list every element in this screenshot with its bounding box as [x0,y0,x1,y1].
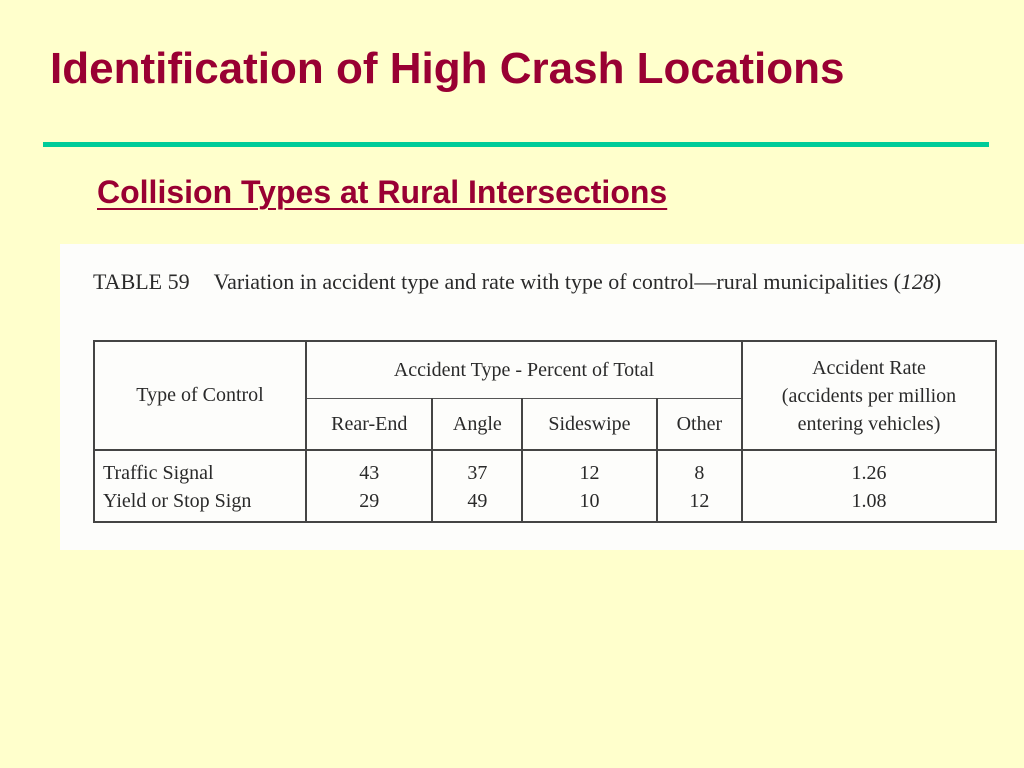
control-traffic-signal: Traffic Signal [103,462,214,484]
table-number: TABLE 59 [93,269,190,294]
value-rate-signal: 1.26 [851,462,887,484]
header-rate-line-2: (accidents per million [781,384,957,407]
scanned-table-image [60,244,1024,550]
cell-accident-rate [742,450,996,522]
accident-table [93,340,997,523]
header-rate-line-3: entering vehicles) [797,412,941,435]
header-other: Other [657,399,742,451]
header-accident-type-group: Accident Type - Percent of Total [306,341,742,399]
table-body-row [94,450,996,522]
header-type-of-control: Type of Control [94,341,306,450]
value-rear-end-signal: 43 [359,462,380,484]
value-rate-yield: 1.08 [851,490,887,512]
value-angle-signal: 37 [467,462,488,484]
title-divider [43,142,989,147]
value-rear-end-yield: 29 [359,490,380,512]
header-rear-end: Rear-End [306,399,432,451]
header-accident-rate [742,341,996,450]
table-caption-close: ) [933,269,942,294]
value-other-yield: 12 [689,490,710,512]
header-sideswipe: Sideswipe [522,399,656,451]
cell-other [657,450,742,522]
value-angle-yield: 49 [467,490,488,512]
header-angle: Angle [432,399,522,451]
value-sideswipe-signal: 12 [579,462,600,484]
cell-type-of-control [94,450,306,522]
value-sideswipe-yield: 10 [579,490,600,512]
header-rate-line-1: Accident Rate [812,356,926,379]
table-caption-text: Variation in accident type and rate with type of control—rural municipalities ( [213,269,901,294]
cell-rear-end [306,450,432,522]
table-caption [93,268,993,296]
slide-title: Identification of High Crash Locations [50,44,845,93]
table-caption-reference: 128 [900,269,934,294]
value-other-signal: 8 [694,462,705,484]
slide-subtitle: Collision Types at Rural Intersections [97,174,668,210]
cell-angle [432,450,522,522]
cell-sideswipe [522,450,656,522]
control-yield-stop-sign: Yield or Stop Sign [103,490,252,512]
